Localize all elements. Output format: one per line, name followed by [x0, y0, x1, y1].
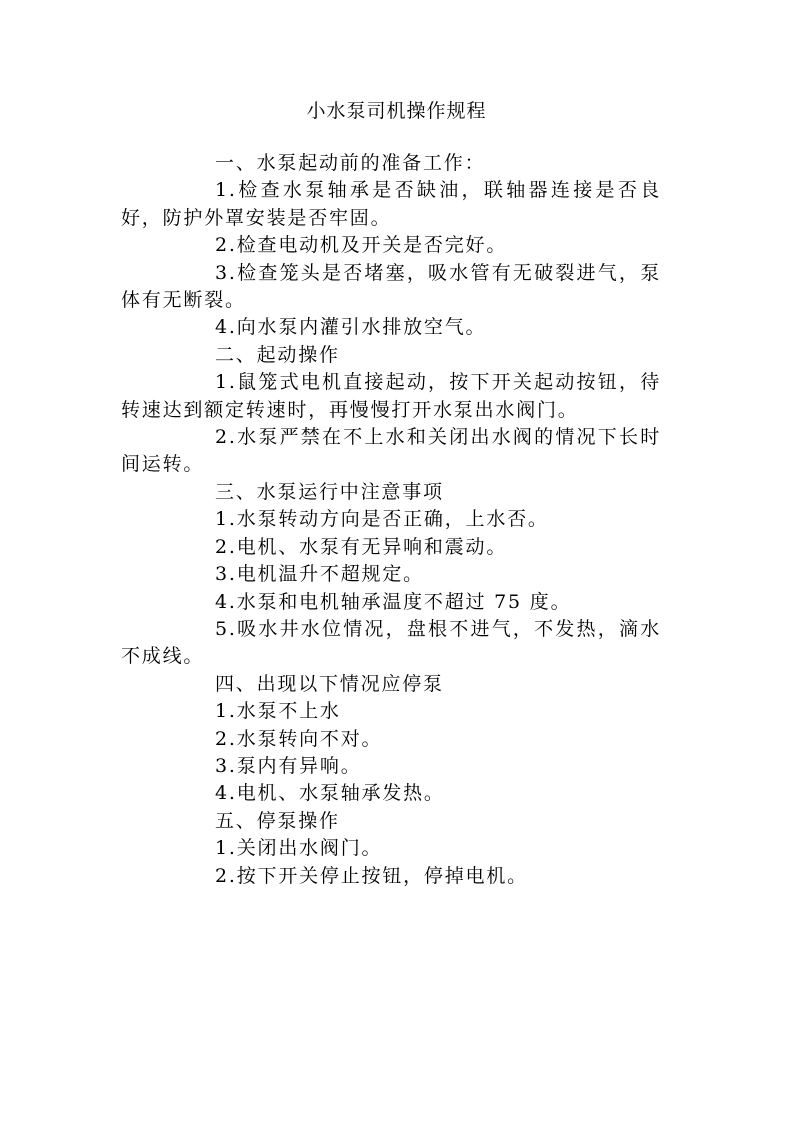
list-item: 1.水泵不上水 [215, 700, 341, 723]
section-heading: 二、起动操作 [215, 343, 340, 366]
list-item: 3.泵内有异响。 [215, 754, 362, 777]
document-body [121, 150, 661, 890]
document-title: 小水泵司机操作规程 [306, 100, 487, 122]
list-item: 2.水泵转向不对。 [215, 727, 383, 750]
list-item: 1.关闭出水阀门。 [215, 837, 383, 860]
section-heading: 五、停泵操作 [215, 809, 340, 832]
section-heading: 三、水泵运行中注意事项 [215, 480, 444, 503]
list-item: 2.水泵严禁在不上水和关闭出水阀的情况下长时间运转。 [121, 426, 661, 476]
list-item: 2.按下开关停止按钮，停掉电机。 [215, 864, 528, 887]
list-item: 1.鼠笼式电机直接起动，按下开关起动按钮，待转速达到额定转速时，再慢慢打开水泵出水阀门。 [121, 371, 661, 421]
section-heading: 一、水泵起动前的准备工作： [215, 152, 486, 174]
section-heading: 四、出现以下情况应停泵 [215, 672, 444, 695]
list-item: 4.电机、水泵轴承发热。 [215, 782, 445, 805]
list-item: 1.水泵转动方向是否正确，上水否。 [215, 508, 549, 531]
list-item: 3.检查笼头是否堵塞，吸水管有无破裂进气，泵体有无断裂。 [121, 261, 661, 312]
list-item: 4.向水泵内灌引水排放空气。 [215, 316, 487, 339]
list-item: 4.水泵和电机轴承温度不超过 75 度。 [215, 590, 572, 613]
list-item: 3.电机温升不超规定。 [215, 563, 424, 586]
list-item: 2.检查电动机及开关是否完好。 [215, 234, 508, 257]
list-item: 5.吸水井水位情况，盘根不进气，不发热，滴水不成线。 [121, 617, 661, 668]
list-item: 2.电机、水泵有无异响和震动。 [215, 535, 508, 558]
list-item: 1.检查水泵轴承是否缺油，联轴器连接是否良好，防护外罩安装是否牢固。 [121, 179, 661, 229]
